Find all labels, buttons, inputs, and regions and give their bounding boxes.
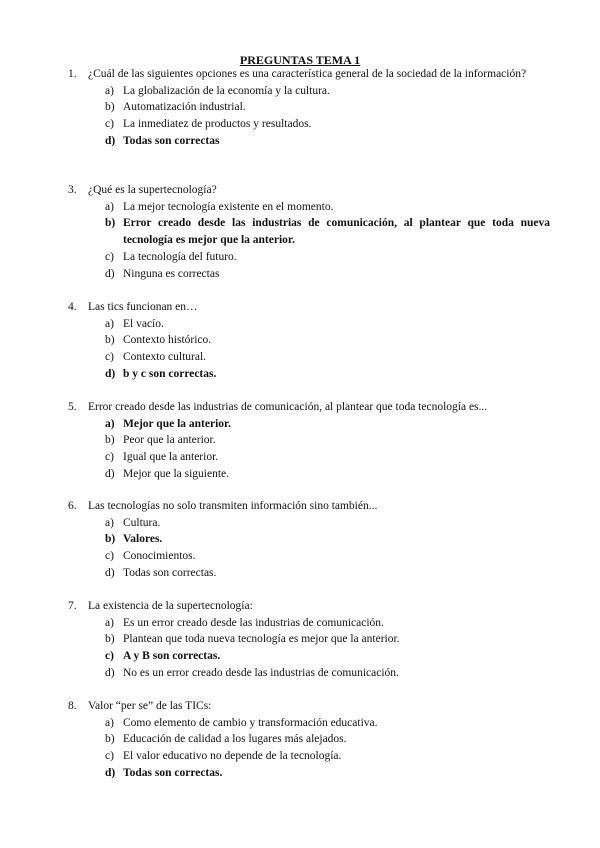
option-letter: a) xyxy=(105,616,114,629)
option-text: No es un error creado desde las industrias de comunicación. xyxy=(123,666,399,679)
option-b xyxy=(68,731,550,748)
option-text: Automatización industrial. xyxy=(123,101,246,114)
option-letter: b) xyxy=(105,533,116,546)
option-text: La inmediatez de productos y resultados. xyxy=(123,118,312,131)
option-letter: a) xyxy=(105,716,114,729)
option-text: El valor educativo no depende de la tecnología. xyxy=(123,750,342,763)
option-text: A y B son correctas. xyxy=(123,650,221,663)
option-d xyxy=(68,665,550,682)
question-stem xyxy=(68,498,550,515)
option-text: Plantean que toda nueva tecnología es mejor que la anterior. xyxy=(123,633,400,646)
option-list xyxy=(68,416,550,483)
option-letter: d) xyxy=(105,766,116,779)
question-text: ¿Qué es la supertecnología? xyxy=(88,184,217,196)
option-letter: a) xyxy=(105,417,115,430)
question-stem xyxy=(68,182,550,199)
option-letter: c) xyxy=(105,118,114,131)
option-letter: b) xyxy=(105,101,115,114)
option-c-correct xyxy=(68,648,550,665)
question-number: 1. xyxy=(68,68,77,80)
option-c xyxy=(68,116,550,133)
option-text: La mejor tecnología existente en el momento. xyxy=(123,200,334,213)
option-a xyxy=(68,199,550,216)
option-a xyxy=(68,615,550,632)
question-text: Las tecnologías no solo transmiten información sino también... xyxy=(88,500,378,512)
question-stem xyxy=(68,299,550,316)
option-text: El vacío. xyxy=(123,317,164,330)
option-text: Contexto histórico. xyxy=(123,334,212,347)
question-text: Las tics funcionan en… xyxy=(88,301,198,313)
question-stem xyxy=(68,66,550,83)
question-text: Error creado desde las industrias de comunicación, al plantear que toda tecnología es... xyxy=(88,401,488,413)
option-text: Conocimientos. xyxy=(123,550,196,563)
option-letter: c) xyxy=(105,650,114,663)
option-letter: d) xyxy=(105,134,116,147)
question-4 xyxy=(68,299,550,383)
question-1 xyxy=(68,66,550,150)
option-letter: c) xyxy=(105,550,114,563)
option-a xyxy=(68,515,550,532)
question-8 xyxy=(68,698,550,782)
question-6 xyxy=(68,498,550,582)
option-letter: a) xyxy=(105,84,114,97)
option-text: La globalización de la economía y la cultura. xyxy=(123,84,330,97)
option-d xyxy=(68,266,550,283)
option-a xyxy=(68,83,550,100)
option-b xyxy=(68,432,550,449)
option-letter: d) xyxy=(105,267,115,280)
question-stem xyxy=(68,698,550,715)
option-list xyxy=(68,715,550,782)
option-c xyxy=(68,449,550,466)
option-letter: c) xyxy=(105,250,114,263)
option-b-correct xyxy=(68,215,550,248)
question-stem xyxy=(68,399,550,416)
option-text: Cultura. xyxy=(123,516,161,529)
option-text: Todas son correctas xyxy=(123,134,220,147)
option-text: Todas son correctas. xyxy=(123,566,217,579)
option-letter: b) xyxy=(105,633,115,646)
question-number: 5. xyxy=(68,401,77,413)
question-number: 8. xyxy=(68,700,77,712)
option-list xyxy=(68,199,550,283)
option-d-correct xyxy=(68,133,550,150)
option-letter: d) xyxy=(105,566,115,579)
option-d-correct xyxy=(68,765,550,782)
question-7 xyxy=(68,598,550,682)
option-b xyxy=(68,99,550,116)
option-d xyxy=(68,565,550,582)
option-b-correct xyxy=(68,531,550,548)
option-list xyxy=(68,316,550,383)
question-stem xyxy=(68,598,550,615)
option-text: b y c son correctas. xyxy=(123,367,217,380)
page-title: PREGUNTAS TEMA 1 xyxy=(239,53,361,67)
question-5 xyxy=(68,399,550,483)
option-letter: b) xyxy=(105,334,115,347)
option-letter: d) xyxy=(105,666,115,679)
option-list xyxy=(68,83,550,150)
option-text: Mejor que la siguiente. xyxy=(123,467,230,480)
option-text: Igual que la anterior. xyxy=(123,451,219,464)
option-text: Contexto cultural. xyxy=(123,351,207,364)
question-text: Valor “per se” de las TICs: xyxy=(88,700,212,712)
question-3 xyxy=(68,182,550,282)
option-text: Es un error creado desde las industrias de comunicación. xyxy=(123,616,384,629)
question-number: 4. xyxy=(68,301,77,313)
option-d-correct xyxy=(68,366,550,383)
option-b xyxy=(68,631,550,648)
question-number: 6. xyxy=(68,500,77,512)
option-letter: a) xyxy=(105,317,114,330)
option-text: Educación de calidad a los lugares más alejados. xyxy=(123,733,347,746)
option-list xyxy=(68,515,550,582)
option-letter: b) xyxy=(105,733,115,746)
option-list xyxy=(68,615,550,682)
option-text: Todas son correctas. xyxy=(123,766,223,779)
question-text: La existencia de la supertecnología: xyxy=(88,600,253,612)
option-text: Valores. xyxy=(123,533,163,546)
option-letter: b) xyxy=(105,434,115,447)
question-text: ¿Cuál de las siguientes opciones es una característica general de la sociedad de la información? xyxy=(88,68,527,80)
option-c xyxy=(68,548,550,565)
option-text: Peor que la anterior. xyxy=(123,434,216,447)
option-c xyxy=(68,249,550,266)
option-letter: a) xyxy=(105,516,114,529)
option-c xyxy=(68,748,550,765)
option-a xyxy=(68,715,550,732)
question-number: 7. xyxy=(68,600,77,612)
option-a-correct xyxy=(68,416,550,433)
option-letter: d) xyxy=(105,467,115,480)
option-text: Mejor que la anterior. xyxy=(123,417,231,430)
option-letter: a) xyxy=(105,200,114,213)
option-b xyxy=(68,332,550,349)
question-number: 3. xyxy=(68,184,77,196)
option-text: Como elemento de cambio y transformación educativa. xyxy=(123,716,378,729)
option-c xyxy=(68,349,550,366)
option-letter: c) xyxy=(105,451,114,464)
option-d xyxy=(68,466,550,483)
option-text: Ninguna es correctas xyxy=(123,267,220,280)
option-letter: c) xyxy=(105,750,114,763)
option-letter: b) xyxy=(105,217,116,230)
option-letter: c) xyxy=(105,351,114,364)
option-letter: d) xyxy=(105,367,116,380)
option-text: Error creado desde las industrias de comunicación, al plantear que toda nueva tecnología es mejor que la anterior. xyxy=(123,217,550,247)
option-a xyxy=(68,316,550,333)
option-text: La tecnología del futuro. xyxy=(123,250,237,263)
